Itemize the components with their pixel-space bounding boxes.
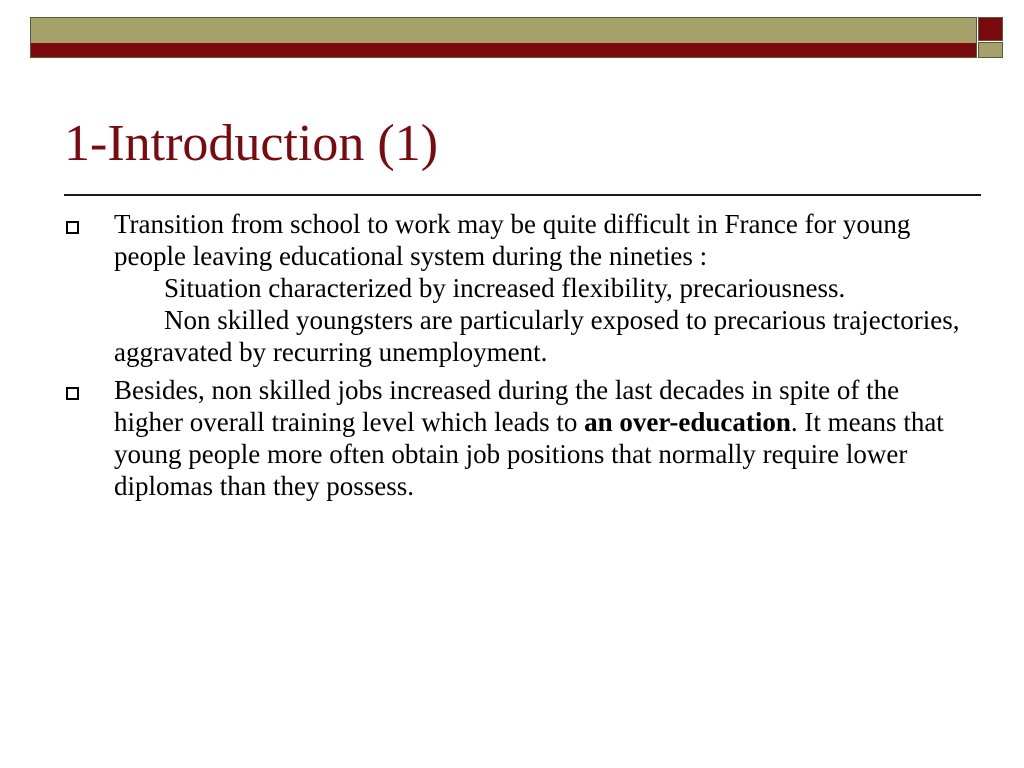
corner-maroon-square [978, 17, 1003, 41]
hollow-square-bullet-icon [66, 221, 79, 234]
title-underline [64, 194, 981, 196]
slide-body [62, 208, 962, 508]
corner-olive-square [978, 42, 1003, 58]
maroon-bar [31, 43, 976, 57]
slide-title: 1-Introduction (1) [64, 115, 439, 172]
hollow-square-bullet-icon [66, 387, 79, 400]
sub-paragraph [114, 272, 962, 304]
bullet-text-after: . It means that young people more often obtain job positions that normally require lower diplomas than they possess. [114, 407, 944, 501]
sub-paragraph [114, 304, 962, 368]
bullet-bold-phrase: an over-education [584, 407, 791, 437]
olive-bar [31, 18, 976, 44]
bullet-text-before: Besides, non skilled jobs increased during the last decades in spite of the higher overall training level which leads to [114, 375, 900, 437]
bullet-item [62, 374, 962, 502]
sub-paragraph-text: Situation characterized by increased flexibility, precariousness. [164, 273, 846, 303]
top-band [30, 17, 977, 58]
bullet-item [62, 208, 962, 368]
sub-paragraph-text: Non skilled youngsters are particularly exposed to precarious trajectories, aggravated by recurring unemployment. [114, 305, 960, 367]
bullet-text: Transition from school to work may be quite difficult in France for young people leaving educational system during the nineties : [114, 209, 911, 271]
bullet-text [114, 374, 962, 502]
